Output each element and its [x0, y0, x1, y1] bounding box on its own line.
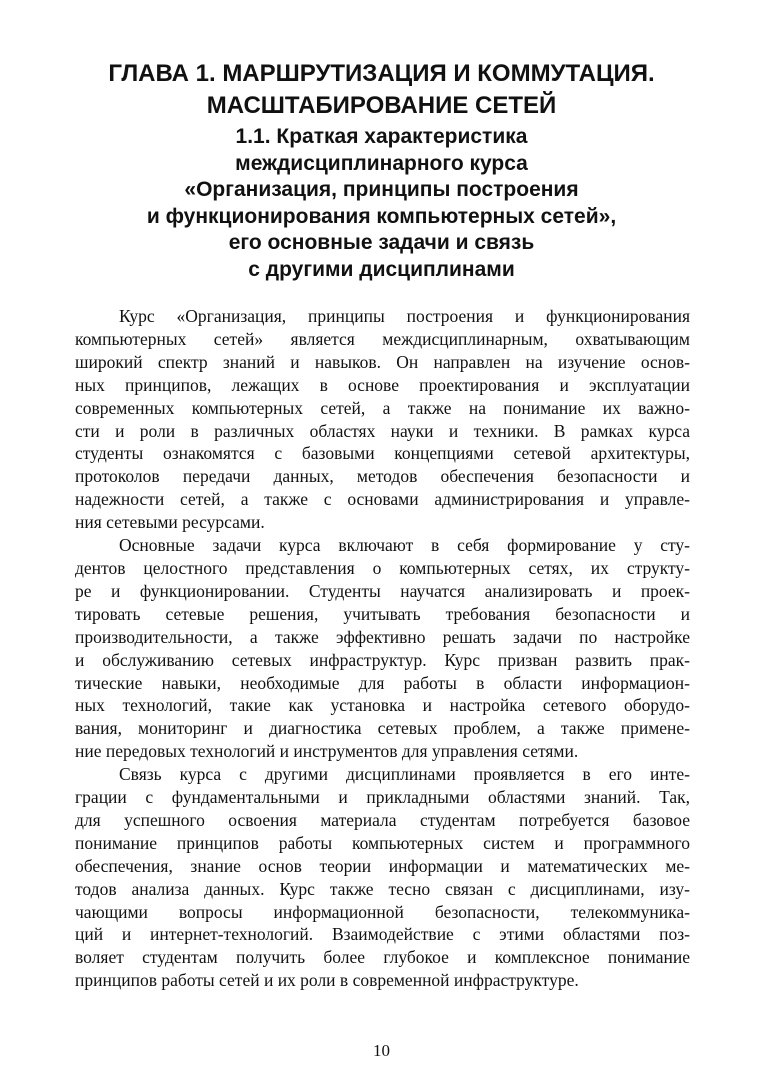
text-line: обеспечения, знание основ теории информации и математических ме- — [75, 855, 690, 876]
text-line: Курс «Организация, принципы построения и функционирования — [119, 306, 690, 326]
section-title — [80, 124, 683, 283]
text-line: ре и функционировании. Студенты научатся анализировать и проек- — [75, 580, 690, 601]
section-title-line: и функционирования компьютерных сетей», — [146, 204, 617, 228]
text-line: ных принципов, лежащих в основе проектирования и эксплуатации — [75, 374, 690, 395]
text-line: вания, мониторинг и диагностика сетевых проблем, а также примене- — [75, 718, 690, 739]
section-title-line: «Организация, принципы построения — [184, 178, 579, 201]
text-line: Связь курса с другими дисциплинами проявляется в его инте- — [119, 764, 690, 785]
text-line: тические навыки, необходимые для работы в области информацион- — [75, 672, 690, 693]
text-line: Основные задачи курса включают в себя формирование у сту- — [119, 535, 690, 556]
text-line: понимание принципов работы компьютерных систем и программного — [75, 832, 690, 853]
text-line: ных технологий, такие как установка и настройка сетевого оборудо- — [75, 695, 690, 716]
text-line: дентов целостного представления о компьютерных сетях, их структу- — [75, 557, 690, 578]
paragraph-course-overview — [75, 305, 690, 534]
chapter-title-line: ГЛАВА 1. МАРШРУТИЗАЦИЯ И КОММУТАЦИЯ. — [108, 60, 655, 87]
text-line: грации с фундаментальными и прикладными областями знаний. Так, — [75, 787, 690, 808]
text-line: тировать сетевые решения, учитывать требования безопасности и — [75, 603, 690, 624]
text-line: сти и роли в различных областях науки и техники. В рамках курса — [75, 420, 690, 441]
text-line: ние передовых технологий и инструментов для управления сетями. — [75, 741, 579, 762]
section-title-line: междисциплинарного курса — [235, 151, 528, 175]
section-title-line: 1.1. Краткая характеристика — [235, 125, 528, 148]
chapter-title — [60, 58, 703, 122]
paragraph-interdisciplinary-links — [75, 763, 690, 992]
text-line: современных компьютерных сетей, а также на понимание их важно- — [75, 397, 690, 418]
text-line: принципов работы сетей и их роли в современной инфраструктуре. — [75, 970, 579, 991]
text-line: и обслуживанию сетевых инфраструктур. Курс призван развить прак- — [75, 649, 690, 670]
paragraph-course-tasks — [75, 534, 690, 763]
text-line: компьютерных сетей» является междисциплинарным, охватывающим — [75, 328, 690, 349]
text-line: воляет студентам получить более глубокое и комплексное понимание — [75, 947, 690, 968]
text-line: производительности, а также эффективно решать задачи по настройке — [75, 626, 690, 647]
text-line: протоколов передачи данных, методов обеспечения безопасности и — [75, 466, 690, 487]
page-number: 10 — [373, 1041, 390, 1060]
text-line: широкий спектр знаний и навыков. Он направлен на изучение основ- — [75, 351, 690, 372]
body-text — [75, 305, 690, 992]
chapter-title-line: МАСШТАБИРОВАНИЕ СЕТЕЙ — [206, 92, 557, 119]
section-title-line: с другими дисциплинами — [248, 257, 515, 281]
section-title-line: его основные задачи и связь — [228, 231, 535, 254]
text-line: ния сетевыми ресурсами. — [75, 512, 265, 533]
text-line: студенты ознакомятся с базовыми концепциями сетевой архитектуры, — [75, 443, 690, 464]
text-line: ций и интернет-технологий. Взаимодействие с этими областями поз- — [75, 924, 690, 945]
text-line: чающими вопросы информационной безопасности, телекоммуника- — [75, 901, 690, 922]
text-line: тодов анализа данных. Курс также тесно связан с дисциплинами, изу- — [75, 878, 690, 899]
text-line: надежности сетей, а также с основами администрирования и управле- — [75, 489, 690, 510]
text-line: для успешного освоения материала студентам потребуется базовое — [75, 809, 690, 830]
